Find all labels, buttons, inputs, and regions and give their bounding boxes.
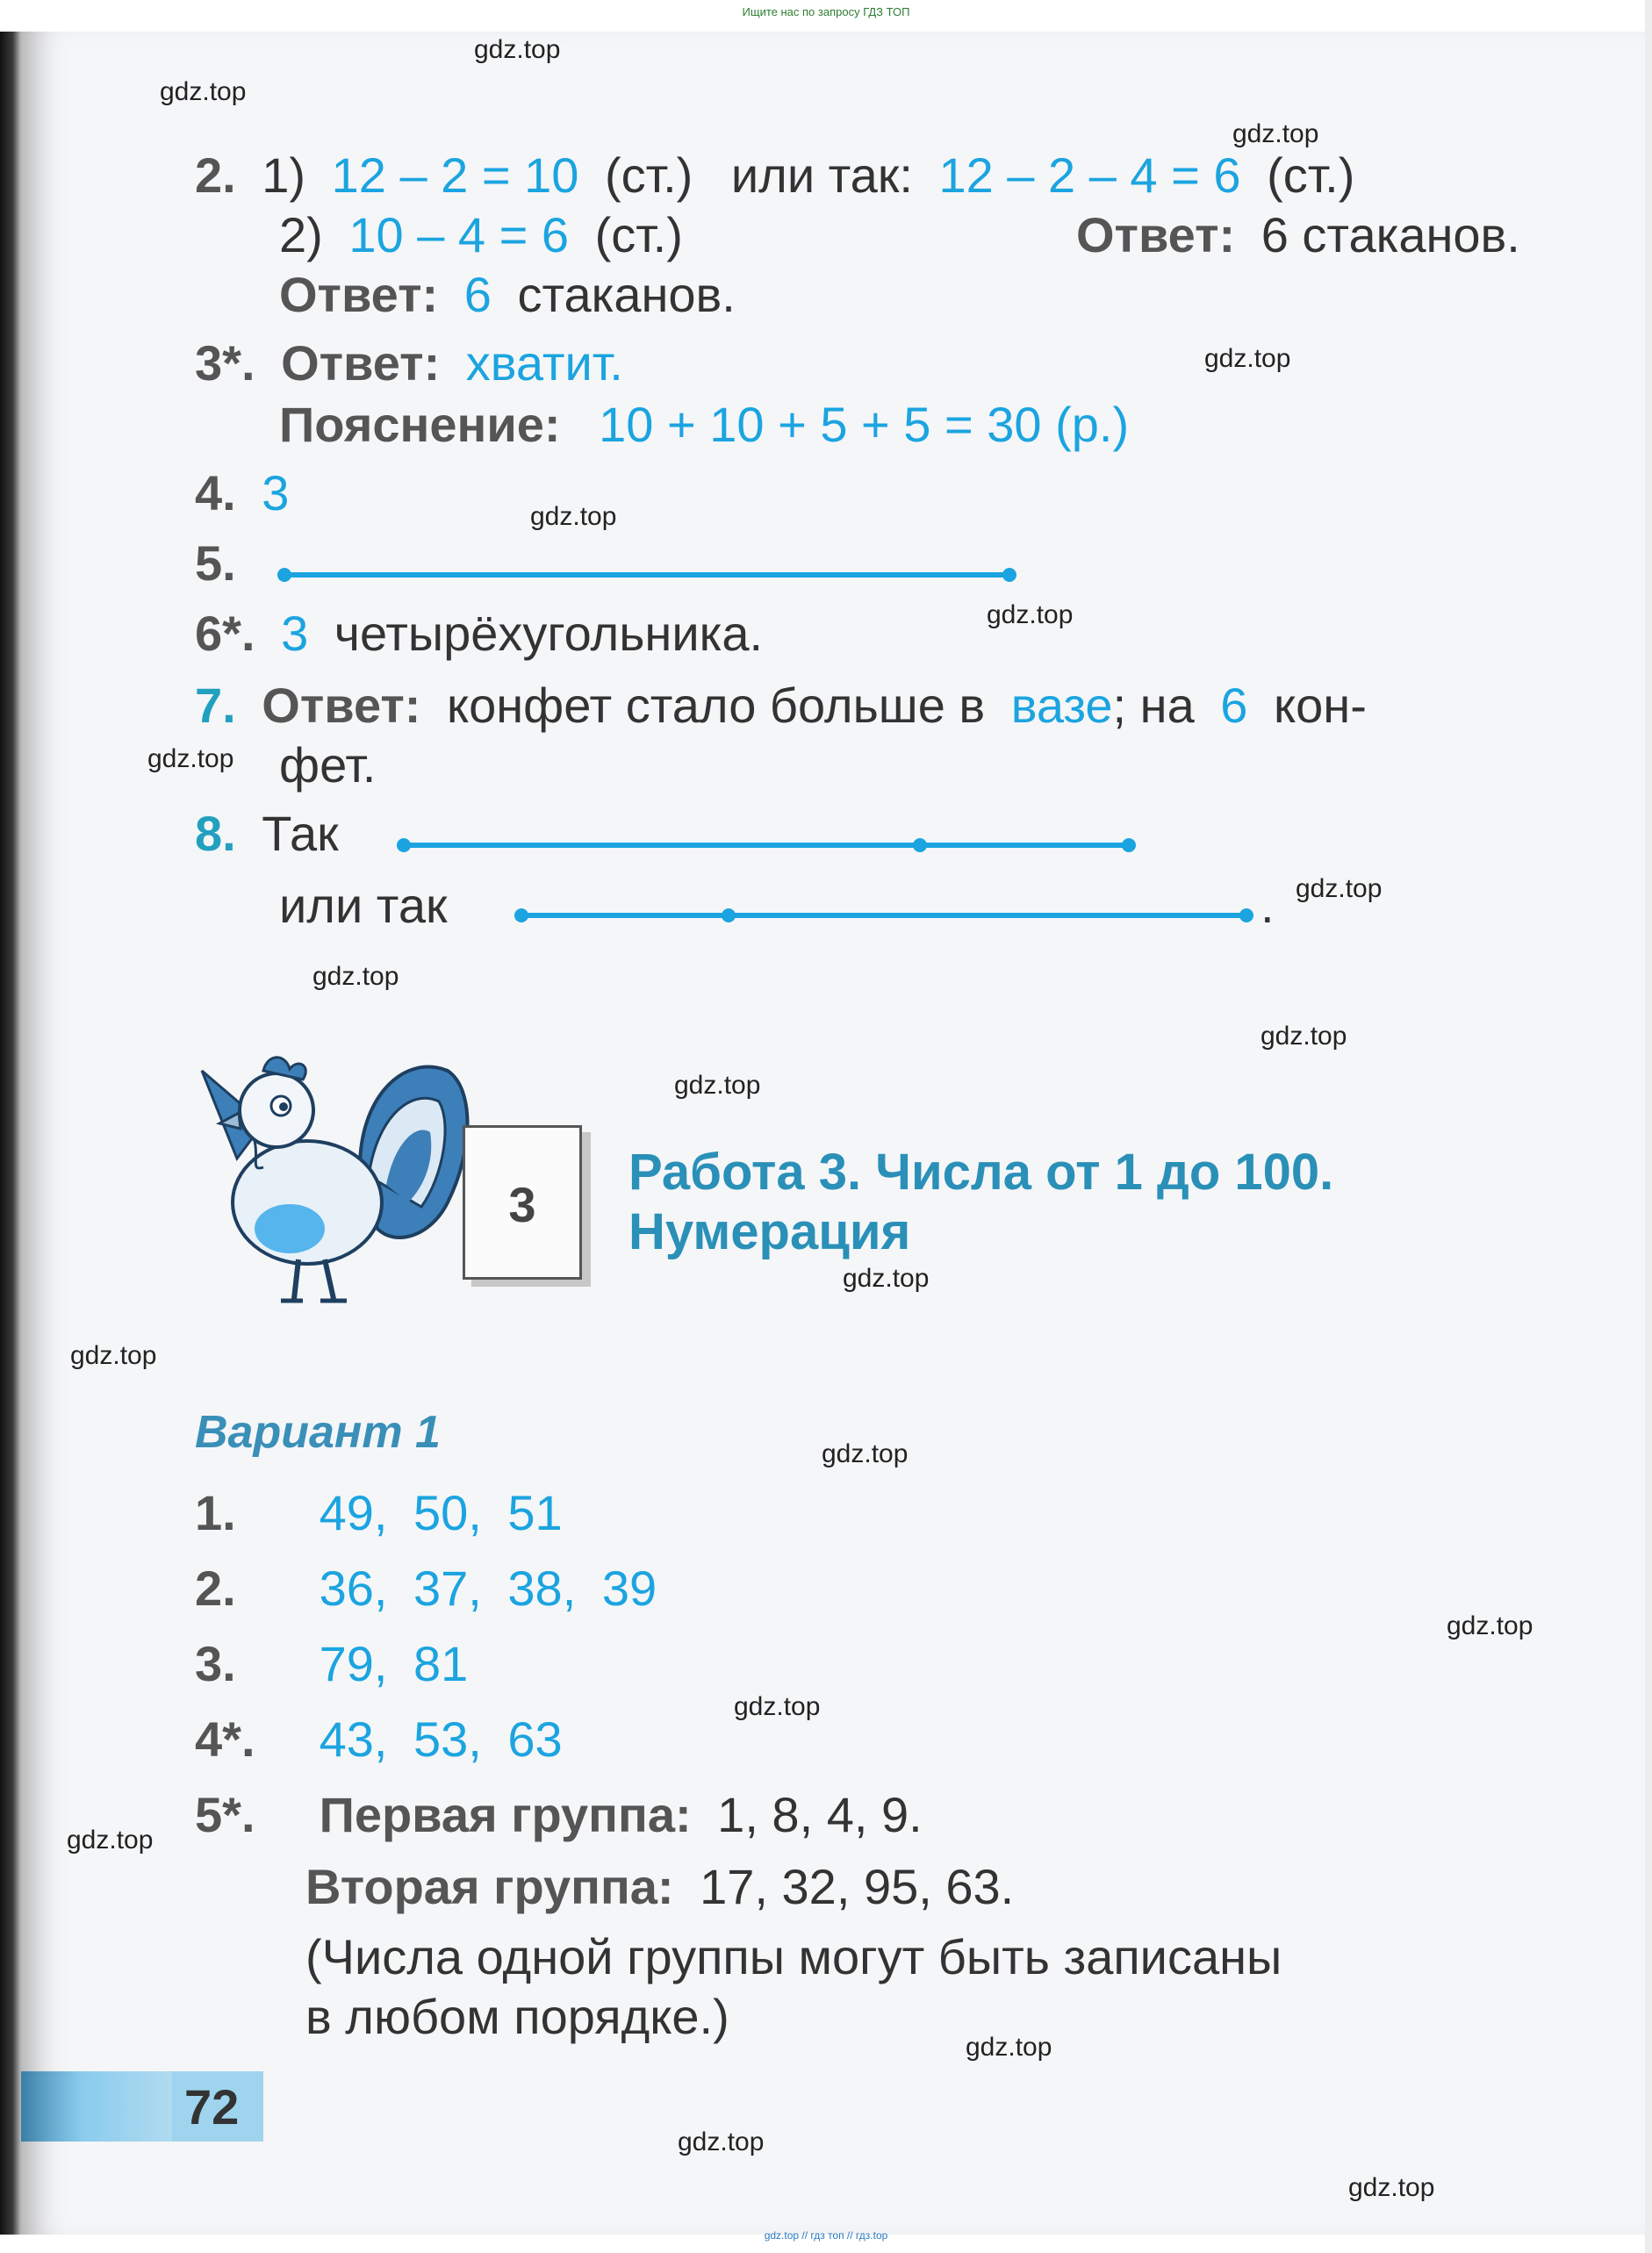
task7-answer [195, 678, 1367, 734]
section-subtitle: Нумерация [628, 1203, 911, 1260]
answer-value: 49, [319, 1485, 388, 1540]
answer-value: 37, [413, 1561, 482, 1616]
watermark: gdz.top [1261, 1022, 1347, 1051]
work-number-box [463, 1125, 582, 1280]
task-number: 4*. [195, 1711, 255, 1767]
answer-label: Ответ: [1076, 207, 1236, 262]
task2-line2 [279, 207, 683, 263]
answer-value: 36, [319, 1561, 388, 1616]
task-number: 2. [195, 1561, 236, 1616]
answer-row [195, 1711, 563, 1768]
answer-label: Ответ: [262, 678, 421, 733]
answer-text: ; на [1112, 678, 1195, 733]
watermark: gdz.top [1348, 2173, 1435, 2202]
task2-line1 [195, 147, 1354, 204]
task-number: 1. [195, 1485, 236, 1540]
task5b-group2 [305, 1859, 1014, 1915]
part-label: 2) [279, 207, 323, 262]
task-number: 3*. [195, 335, 255, 391]
watermark: gdz.top [674, 1071, 761, 1100]
answer-value: 63 [507, 1711, 563, 1767]
answer-row [195, 1636, 468, 1692]
page-number-stripe [21, 2071, 172, 2142]
page-edge [1645, 0, 1652, 2253]
answer-text: четырёхугольника. [334, 606, 764, 661]
explanation-label: Пояснение: [279, 397, 561, 452]
answer-number: 6 [463, 267, 492, 322]
segment-endpoint [397, 838, 411, 852]
segment-endpoint [514, 908, 528, 922]
alt-label: или так: [730, 147, 913, 203]
task-number: 5. [195, 535, 236, 591]
group-values: 17, 32, 95, 63. [700, 1859, 1015, 1914]
watermark: gdz.top [160, 77, 247, 106]
answer-number: 3 [281, 606, 309, 661]
segment-endpoint [1122, 838, 1136, 852]
task-number: 3. [195, 1636, 236, 1691]
answer-label: Ответ: [279, 267, 439, 322]
watermark: gdz.top [312, 962, 399, 991]
page-number: 72 [184, 2079, 240, 2135]
watermark: gdz.top [678, 2127, 765, 2156]
segment-endpoint [1239, 908, 1253, 922]
answer-word: вазе [1010, 678, 1113, 733]
answer-value: хватит. [465, 335, 623, 391]
task3-explanation [279, 397, 1129, 453]
segment-endpoint [1002, 568, 1016, 582]
task7-continuation [279, 737, 376, 793]
task8-end: . [1261, 878, 1275, 933]
segment-line [521, 913, 1248, 918]
task-number: 6*. [195, 606, 255, 661]
task4-answer [195, 465, 289, 521]
expression: 12 – 2 = 10 [331, 147, 579, 203]
answer-text: фет. [279, 737, 377, 793]
task-number: 8. [195, 806, 236, 861]
answer-value: 6 стаканов. [1261, 207, 1520, 262]
segment-line [404, 843, 1131, 848]
answer-word: стаканов. [517, 267, 736, 322]
watermark: gdz.top [1296, 874, 1383, 903]
watermark: gdz.top [530, 502, 617, 531]
watermark: gdz.top [822, 1439, 909, 1468]
segment-endpoint [277, 568, 291, 582]
watermark: gdz.top [147, 744, 234, 773]
task5b-group1 [195, 1787, 923, 1843]
answer-text: кон- [1274, 678, 1367, 733]
watermark: gdz.top [1232, 119, 1319, 148]
answer-text: конфет стало больше в [446, 678, 986, 733]
answer-number: 3 [262, 465, 290, 520]
watermark: gdz.top [474, 35, 561, 64]
group-values: 1, 8, 4, 9. [717, 1787, 923, 1842]
answer-value: 53, [413, 1711, 482, 1767]
task5b-note: (Числа одной группы могут быть записаны [305, 1929, 1282, 1984]
task-number: 2. [195, 147, 236, 203]
group-label: Вторая группа: [305, 1859, 674, 1914]
watermark: gdz.top [67, 1826, 154, 1855]
variant-heading: Вариант 1 [195, 1407, 441, 1458]
task-number: 7. [195, 678, 236, 733]
rooster-illustration [184, 1018, 483, 1317]
task8-line2 [279, 878, 447, 934]
part-label: 1) [262, 147, 306, 203]
explanation-expression: 10 + 10 + 5 + 5 = 30 (р.) [599, 397, 1130, 452]
answer-value: 39 [601, 1561, 657, 1616]
watermark: gdz.top [843, 1264, 930, 1293]
answer-value: 51 [507, 1485, 563, 1540]
watermark: gdz.top [1447, 1611, 1533, 1640]
unit: (ст.) [594, 207, 683, 262]
top-note: Ищите нас по запросу ГДЗ ТОП [742, 5, 910, 18]
task2-alt-answer [1076, 207, 1520, 263]
unit: (ст.) [605, 147, 693, 203]
segment-line [284, 572, 1013, 578]
answer-label: Ответ: [281, 335, 441, 391]
work-number: 3 [508, 1177, 536, 1232]
watermark: gdz.top [734, 1692, 821, 1721]
segment-midpoint [913, 838, 927, 852]
unit: (ст.) [1267, 147, 1355, 203]
section-title: Работа 3. Числа от 1 до 100. [628, 1144, 1334, 1201]
task-number: 5*. [195, 1787, 255, 1842]
segment-midpoint [722, 908, 736, 922]
alt-expression: 12 – 2 – 4 = 6 [938, 147, 1241, 203]
watermark: gdz.top [70, 1341, 157, 1370]
task-number: 4. [195, 465, 236, 520]
answer-number: 6 [1220, 678, 1248, 733]
watermark: gdz.top [1204, 344, 1291, 373]
book-spine [0, 32, 21, 2235]
task5-label [195, 535, 236, 592]
bottom-note: gdz.top // гдз топ // гдз.top [764, 2229, 888, 2242]
task2-answer [279, 267, 736, 323]
task6-answer [195, 606, 763, 662]
answer-value: 38, [507, 1561, 577, 1616]
answer-value: 81 [413, 1636, 469, 1691]
option-label: Так [262, 806, 339, 861]
answer-row [195, 1561, 657, 1617]
expression: 10 – 4 = 6 [348, 207, 570, 262]
answer-row [195, 1485, 563, 1541]
answer-value: 43, [319, 1711, 388, 1767]
watermark: gdz.top [987, 600, 1074, 629]
watermark: gdz.top [966, 2033, 1052, 2062]
page-number-box [172, 2071, 263, 2142]
answer-value: 79, [319, 1636, 388, 1691]
option-label: или так [279, 878, 448, 933]
task3-answer [195, 335, 623, 391]
answer-value: 50, [413, 1485, 482, 1540]
task8-line1 [195, 806, 339, 862]
group-label: Первая группа: [319, 1787, 692, 1842]
task5b-note-continuation: в любом порядке.) [305, 1989, 729, 2044]
